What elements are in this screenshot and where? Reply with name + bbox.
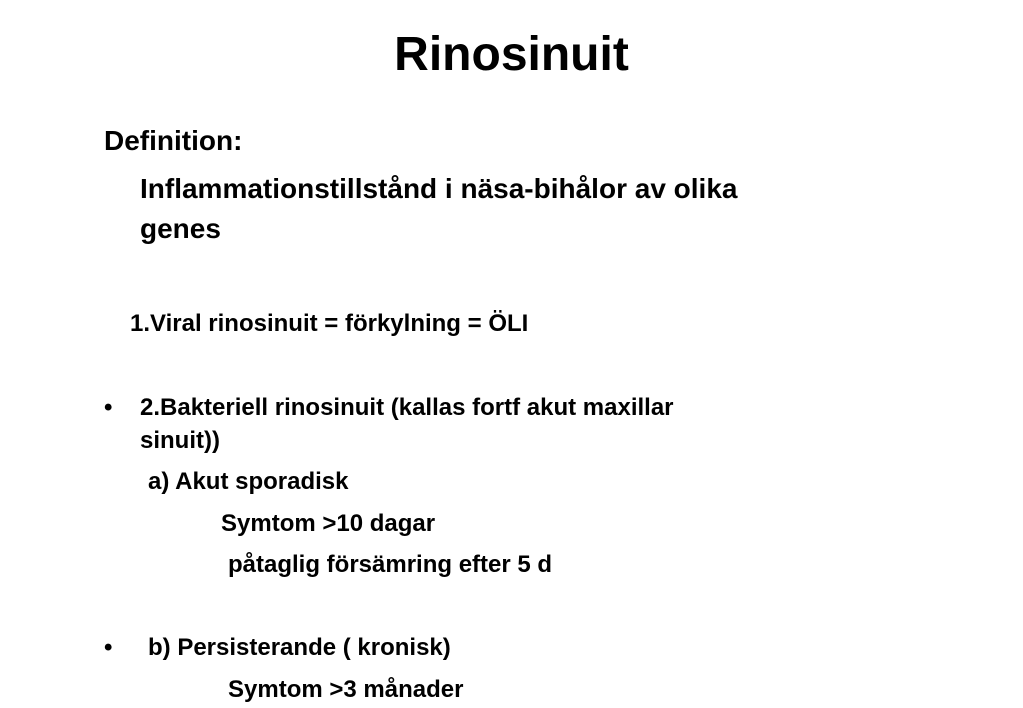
item-viral-rinosinuit: 1.Viral rinosinuit = förkylning = ÖLI xyxy=(130,310,529,337)
item-bakteriell-line-1: 2.Bakteriell rinosinuit (kallas fortf akut maxillar xyxy=(140,394,674,421)
definition-text-line-1: Inflammationstillstånd i näsa-bihålor av olika xyxy=(140,173,738,204)
bullet-icon: • xyxy=(104,394,113,421)
definition-text-line-2: genes xyxy=(140,213,221,244)
item-akut-sporadisk: a) Akut sporadisk xyxy=(148,468,349,495)
akut-symptom-duration: Symtom >10 dagar xyxy=(221,510,436,537)
definition-label: Definition: xyxy=(104,125,243,156)
akut-symptom-worsening: påtaglig försämring efter 5 d xyxy=(228,551,553,578)
slide-title: Rinosinuit xyxy=(394,28,629,81)
persisterande-symptom-duration: Symtom >3 månader xyxy=(228,676,464,703)
item-persisterande: b) Persisterande ( kronisk) xyxy=(148,634,451,661)
bullet-icon: • xyxy=(104,634,113,661)
item-bakteriell-line-2: sinuit)) xyxy=(140,427,220,454)
